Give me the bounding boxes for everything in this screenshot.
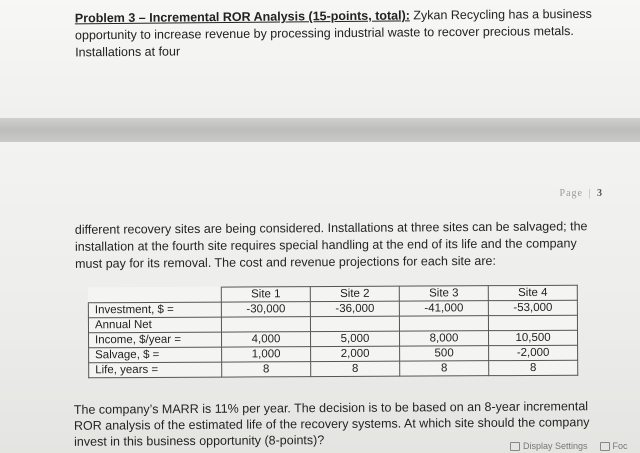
table-cell: 10,500 — [488, 330, 577, 345]
table-cell: 4,000 — [222, 332, 311, 347]
table-cell: 8 — [400, 361, 489, 376]
column-header-site-1: Site 1 — [221, 287, 310, 302]
row-label-life: Life, years = — [89, 362, 222, 378]
table-cell: 5,000 — [311, 331, 400, 346]
focus-icon — [600, 442, 610, 451]
page-number-label: Page — [559, 188, 583, 199]
question-paragraph: The company’s MARR is 11% per year. The decision is to be based on an 8-year incremental ROR analysis of the estimated life of the recovery systems. At which site should the company invest in this business opportunity (8-points)? — [73, 399, 590, 449]
table-cell: 8 — [222, 362, 311, 377]
table-cell: -53,000 — [488, 300, 577, 315]
table-row-life — [89, 360, 578, 378]
table-cell — [310, 316, 399, 331]
table-cell: 2,000 — [311, 346, 400, 361]
body-paragraph: different recovery sites are being considered. Installations at three sites can be salvaged; the installation at the fourth site requires special handling at the end of its life and the company must pay for its removal. The cost and revenue projections for each site are: — [74, 219, 588, 271]
table-cell: -30,000 — [221, 302, 310, 317]
row-label-salvage: Salvage, $ = — [89, 347, 222, 363]
site-projection-table — [88, 285, 578, 379]
display-settings-button[interactable] — [510, 441, 588, 451]
page-break-divider — [0, 118, 640, 142]
focus-label: Foc — [612, 441, 628, 451]
row-label-annual-net: Annual Net — [88, 317, 221, 333]
row-label-investment: Investment, $ = — [88, 302, 221, 318]
column-header-site-4: Site 4 — [488, 285, 577, 300]
column-header-site-2: Site 2 — [310, 286, 399, 301]
taskbar-tray — [510, 441, 628, 451]
page-number-separator: | — [588, 188, 592, 199]
table-cell: 8 — [489, 360, 578, 375]
table-cell: -36,000 — [310, 301, 399, 316]
display-settings-label: Display Settings — [523, 441, 588, 451]
table-cell — [221, 317, 310, 332]
table-cell — [488, 315, 577, 330]
table-cell: 500 — [400, 346, 489, 361]
page-number-value: 3 — [597, 188, 603, 199]
table-corner-cell — [88, 287, 221, 303]
problem-title: Problem 3 – Incremental ROR Analysis (15-points, total): — [74, 8, 410, 26]
display-settings-icon — [510, 442, 520, 451]
table-cell: 8 — [311, 361, 400, 376]
page-number — [560, 188, 603, 199]
focus-button[interactable] — [600, 441, 628, 451]
table-cell: -41,000 — [399, 301, 488, 316]
table-cell: -2,000 — [489, 345, 578, 360]
table-cell: 1,000 — [222, 347, 311, 362]
problem-statement — [75, 6, 615, 62]
table-cell: 8,000 — [399, 331, 488, 346]
column-header-site-3: Site 3 — [399, 286, 488, 301]
problem-intro: Zykan Recycling has a business opportunity to increase revenue by processing industrial waste to recover precious metals. Installations at four — [74, 6, 592, 60]
row-label-income: Income, $/year = — [89, 332, 222, 348]
table-cell — [399, 316, 488, 331]
